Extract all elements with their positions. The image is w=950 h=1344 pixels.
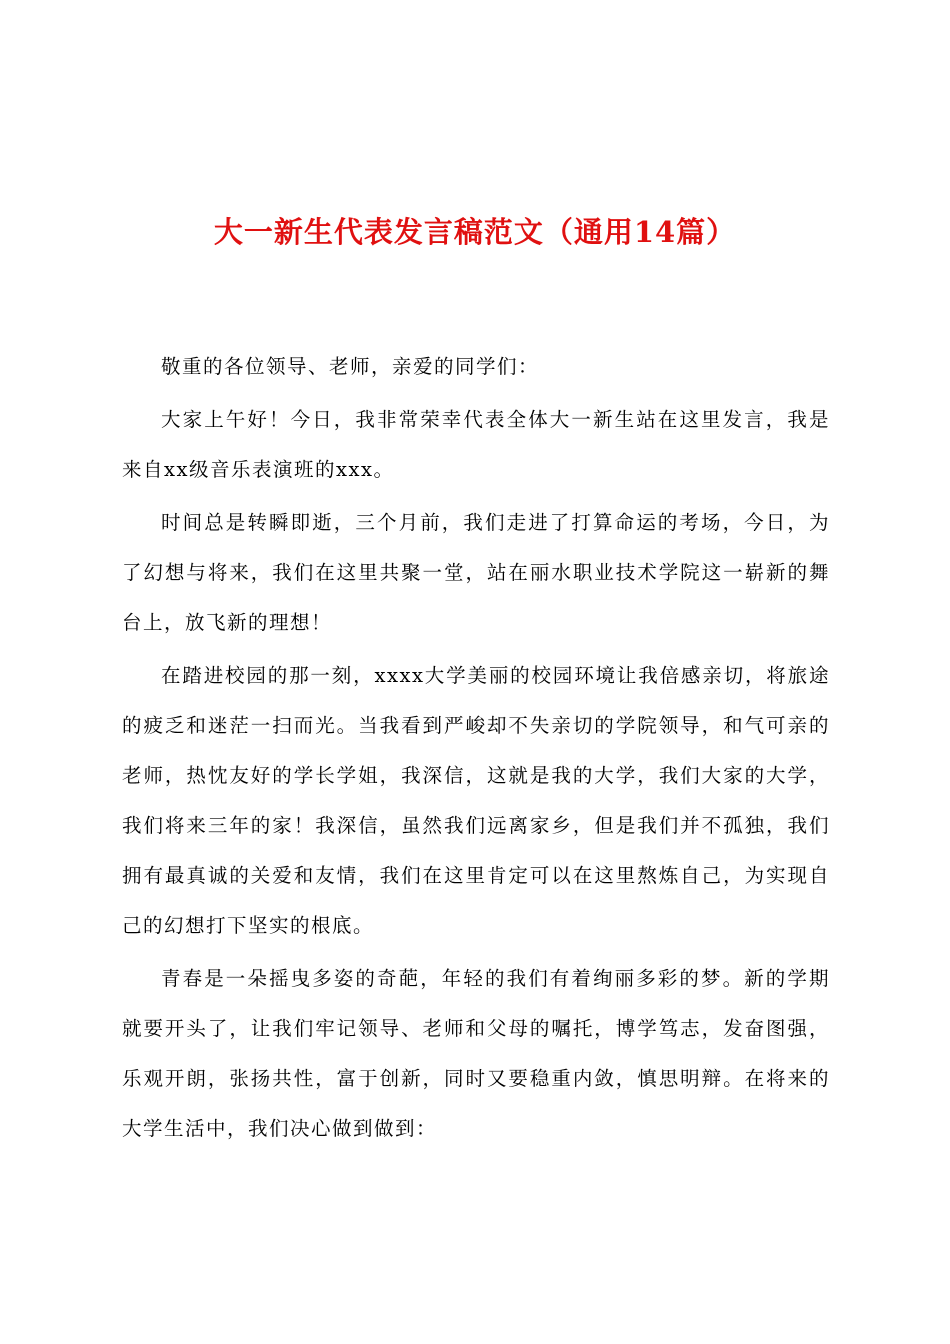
paragraph-time: 时间总是转瞬即逝，三个月前，我们走进了打算命运的考场，今日，为了幻想与将来，我们在这里共聚一堂，站在丽水职业技术学院这一崭新的舞台上，放飞新的理想！ (122, 511, 830, 634)
paragraph-greeting: 敬重的各位领导、老师，亲爱的同学们： (161, 355, 540, 378)
paragraph-youth: 青春是一朵摇曳多姿的奇葩，年轻的我们有着绚丽多彩的梦。新的学期就要开头了，让我们牢记领导、老师和父母的嘱托，博学笃志，发奋图强，乐观开朗，张扬共性，富于创新，同时又要稳重内敛，慎思明辩。在将来的大学生活中，我们决心做到做到： (122, 967, 830, 1140)
paragraph-campus: 在踏进校园的那一刻，xxxx大学美丽的校园环境让我倍感亲切，将旅途的疲乏和迷茫一扫而光。当我看到严峻却不失亲切的学院领导，和气可亲的老师，热忱友好的学长学姐，我深信，这就是我的大学，我们大家的大学，我们将来三年的家！我深信，虽然我们远离家乡，但是我们并不孤独，我们拥有最真诚的关爱和友情，我们在这里肯定可以在这里熬炼自己，为实现自己的幻想打下坚实的根底。 (122, 664, 830, 937)
document-title: 大一新生代表发言稿范文（通用14篇） (213, 215, 737, 249)
paragraph-introduction: 大家上午好！今日，我非常荣幸代表全体大一新生站在这里发言，我是来自xx级音乐表演班的xxx。 (122, 408, 830, 481)
document-body (122, 342, 830, 1157)
